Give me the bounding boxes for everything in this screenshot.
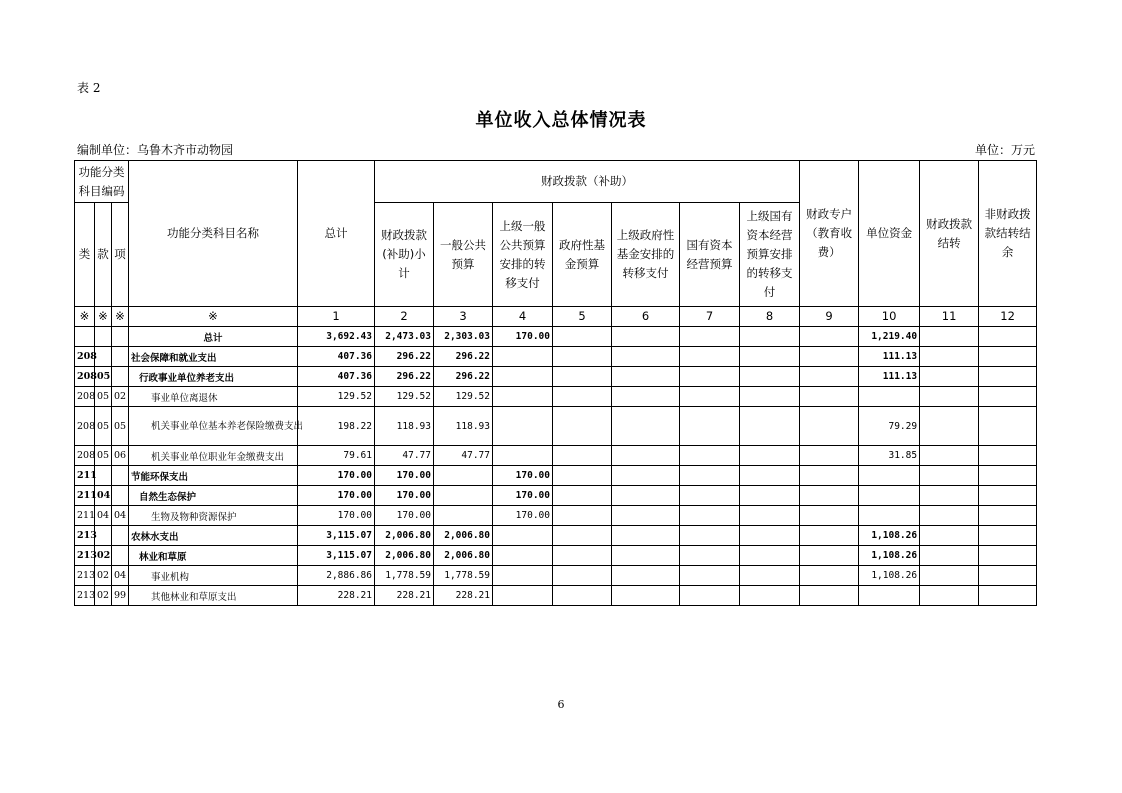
fin-carry-cell: [920, 546, 979, 566]
gov-fund-cell: [553, 367, 612, 387]
general-public-cell: 1,778.59: [434, 566, 493, 586]
func-name-cell: 其他林业和草原支出: [129, 586, 298, 606]
transfer-public-cell: [493, 407, 553, 446]
code-xiang-cell: [112, 347, 129, 367]
general-public-cell: 129.52: [434, 387, 493, 407]
code-xiang-cell: 06: [112, 446, 129, 466]
transfer-public-cell: [493, 387, 553, 407]
fin-carry-cell: [920, 446, 979, 466]
transfer-fund-cell: [612, 546, 680, 566]
header-gov-fund: 政府性基 金预算: [553, 203, 612, 307]
transfer-public-cell: [493, 546, 553, 566]
code-lei-cell: 211: [75, 486, 95, 506]
page-number: 6: [557, 698, 565, 711]
fin-subtotal-cell: 170.00: [375, 506, 434, 526]
transfer-public-cell: [493, 566, 553, 586]
table-row: [75, 506, 1037, 526]
gov-fund-cell: [553, 546, 612, 566]
transfer-public-cell: 170.00: [493, 506, 553, 526]
header-transfer-public: 上级一般 公共预算 安排的转 移支付: [493, 203, 553, 307]
state-capital-cell: [680, 387, 740, 407]
code-kuan-cell: 02: [95, 566, 112, 586]
total-cell: 129.52: [298, 387, 375, 407]
fin-special-cell: [800, 367, 859, 387]
transfer-public-cell: 170.00: [493, 327, 553, 347]
fin-carry-cell: [920, 526, 979, 546]
general-public-cell: 296.22: [434, 347, 493, 367]
func-name-cell: 农林水支出: [129, 526, 298, 546]
transfer-fund-cell: [612, 486, 680, 506]
transfer-fund-cell: [612, 566, 680, 586]
code-xiang-cell: 02: [112, 387, 129, 407]
func-name-cell: 社会保障和就业支出: [129, 347, 298, 367]
transfer-capital-cell: [740, 387, 800, 407]
code-kuan-cell: 02: [95, 586, 112, 606]
code-kuan-cell: 05: [95, 367, 112, 387]
func-name-cell: 行政事业单位养老支出: [129, 367, 298, 387]
fin-subtotal-cell: 228.21: [375, 586, 434, 606]
table-row: [75, 566, 1037, 586]
fin-subtotal-cell: 2,006.80: [375, 526, 434, 546]
transfer-fund-cell: [612, 466, 680, 486]
fin-subtotal-cell: 2,006.80: [375, 546, 434, 566]
state-capital-cell: [680, 347, 740, 367]
table-row: [75, 486, 1037, 506]
transfer-fund-cell: [612, 347, 680, 367]
transfer-public-cell: 170.00: [493, 486, 553, 506]
header-total: 总计: [298, 161, 375, 307]
total-cell: 198.22: [298, 407, 375, 446]
unit-funds-cell: 111.13: [859, 347, 920, 367]
fin-subtotal-cell: 2,473.03: [375, 327, 434, 347]
total-cell: 407.36: [298, 347, 375, 367]
code-kuan-cell: [95, 327, 112, 347]
gov-fund-cell: [553, 506, 612, 526]
code-lei-cell: 208: [75, 446, 95, 466]
column-index-cell: 11: [920, 307, 979, 327]
table-label: 表 2: [77, 81, 101, 95]
header-fin-carry: 财政拨款 结转: [920, 161, 979, 307]
income-table: [74, 160, 1037, 606]
transfer-fund-cell: [612, 506, 680, 526]
code-lei-cell: 213: [75, 526, 95, 546]
code-xiang-cell: [112, 486, 129, 506]
fin-special-cell: [800, 586, 859, 606]
transfer-capital-cell: [740, 566, 800, 586]
code-lei-cell: 211: [75, 466, 95, 486]
total-cell: 170.00: [298, 466, 375, 486]
fin-subtotal-cell: 129.52: [375, 387, 434, 407]
code-xiang-cell: 99: [112, 586, 129, 606]
header-fin-group: 财政拨款（补助）: [375, 161, 800, 203]
unit-funds-cell: 1,108.26: [859, 566, 920, 586]
header-fin-special: 财政专户 （教育收 费）: [800, 161, 859, 307]
code-xiang-cell: [112, 327, 129, 347]
table-row: [75, 367, 1037, 387]
header-func-name: 功能分类科目名称: [129, 161, 298, 307]
transfer-capital-cell: [740, 546, 800, 566]
general-public-cell: 2,006.80: [434, 546, 493, 566]
fin-carry-cell: [920, 327, 979, 347]
column-index-cell: ※: [129, 307, 298, 327]
total-cell: 170.00: [298, 506, 375, 526]
table-row: [75, 407, 1037, 446]
fin-subtotal-cell: 296.22: [375, 347, 434, 367]
code-kuan-cell: 04: [95, 486, 112, 506]
transfer-public-cell: 170.00: [493, 466, 553, 486]
column-index-cell: 6: [612, 307, 680, 327]
func-name-cell: 总计: [129, 327, 298, 347]
transfer-public-cell: [493, 586, 553, 606]
fin-subtotal-cell: 296.22: [375, 367, 434, 387]
table-row: [75, 526, 1037, 546]
page-title: 单位收入总体情况表: [475, 110, 647, 131]
transfer-fund-cell: [612, 407, 680, 446]
code-kuan-cell: 05: [95, 407, 112, 446]
state-capital-cell: [680, 466, 740, 486]
fin-carry-cell: [920, 506, 979, 526]
code-xiang-cell: 04: [112, 506, 129, 526]
gov-fund-cell: [553, 407, 612, 446]
fin-special-cell: [800, 407, 859, 446]
func-name-cell: 事业单位离退休: [129, 387, 298, 407]
general-public-cell: 47.77: [434, 446, 493, 466]
gov-fund-cell: [553, 526, 612, 546]
transfer-capital-cell: [740, 526, 800, 546]
header-xiang: 项: [112, 203, 129, 307]
header-transfer-fund: 上级政府性 基金安排的 转移支付: [612, 203, 680, 307]
table-row: [75, 546, 1037, 566]
fin-carry-cell: [920, 367, 979, 387]
unit-funds-cell: 79.29: [859, 407, 920, 446]
func-name-cell: 事业机构: [129, 566, 298, 586]
func-name-cell: 林业和草原: [129, 546, 298, 566]
code-xiang-cell: [112, 466, 129, 486]
total-cell: 3,115.07: [298, 546, 375, 566]
column-index-cell: 1: [298, 307, 375, 327]
transfer-fund-cell: [612, 327, 680, 347]
func-name-cell: 机关事业单位基本养老保险缴费支出: [129, 407, 298, 446]
total-cell: 228.21: [298, 586, 375, 606]
transfer-public-cell: [493, 446, 553, 466]
func-name-cell: 自然生态保护: [129, 486, 298, 506]
org-label: 编制单位：乌鲁木齐市动物园: [77, 143, 234, 157]
transfer-public-cell: [493, 367, 553, 387]
column-index-cell: 12: [979, 307, 1037, 327]
header-state-capital: 国有资本 经营预算: [680, 203, 740, 307]
total-cell: 407.36: [298, 367, 375, 387]
fin-subtotal-cell: 118.93: [375, 407, 434, 446]
table-row: [75, 466, 1037, 486]
code-kuan-cell: 04: [95, 506, 112, 526]
general-public-cell: 2,303.03: [434, 327, 493, 347]
gov-fund-cell: [553, 387, 612, 407]
total-cell: 2,886.86: [298, 566, 375, 586]
general-public-cell: 118.93: [434, 407, 493, 446]
nonfin-carry-cell: [979, 407, 1037, 446]
gov-fund-cell: [553, 327, 612, 347]
column-index-cell: 7: [680, 307, 740, 327]
code-kuan-cell: [95, 526, 112, 546]
transfer-fund-cell: [612, 526, 680, 546]
unit-funds-cell: 1,219.40: [859, 327, 920, 347]
nonfin-carry-cell: [979, 387, 1037, 407]
unit-funds-cell: [859, 506, 920, 526]
general-public-cell: [434, 506, 493, 526]
column-index-cell: ※: [95, 307, 112, 327]
general-public-cell: 2,006.80: [434, 526, 493, 546]
unit-funds-cell: 1,108.26: [859, 546, 920, 566]
column-index-cell: 10: [859, 307, 920, 327]
state-capital-cell: [680, 566, 740, 586]
nonfin-carry-cell: [979, 347, 1037, 367]
fin-special-cell: [800, 466, 859, 486]
unit-funds-cell: [859, 586, 920, 606]
code-xiang-cell: [112, 367, 129, 387]
unit-label: 单位：万元: [974, 143, 1035, 157]
column-index-cell: ※: [75, 307, 95, 327]
unit-funds-cell: 1,108.26: [859, 526, 920, 546]
gov-fund-cell: [553, 566, 612, 586]
func-name-cell: 机关事业单位职业年金缴费支出: [129, 446, 298, 466]
code-kuan-cell: [95, 347, 112, 367]
code-lei-cell: 208: [75, 387, 95, 407]
code-lei-cell: 211: [75, 506, 95, 526]
header-transfer-capital: 上级国有 资本经营 预算安排 的转移支 付: [740, 203, 800, 307]
state-capital-cell: [680, 586, 740, 606]
column-index-cell: 4: [493, 307, 553, 327]
state-capital-cell: [680, 486, 740, 506]
table-row: [75, 387, 1037, 407]
state-capital-cell: [680, 327, 740, 347]
state-capital-cell: [680, 446, 740, 466]
nonfin-carry-cell: [979, 526, 1037, 546]
header-unit-funds: 单位资金: [859, 161, 920, 307]
fin-special-cell: [800, 546, 859, 566]
state-capital-cell: [680, 526, 740, 546]
code-xiang-cell: [112, 526, 129, 546]
header-func-code: 功能分类 科目编码: [75, 161, 129, 203]
column-index-cell: 3: [434, 307, 493, 327]
transfer-capital-cell: [740, 466, 800, 486]
fin-subtotal-cell: 1,778.59: [375, 566, 434, 586]
code-lei-cell: 208: [75, 347, 95, 367]
code-lei-cell: 208: [75, 367, 95, 387]
gov-fund-cell: [553, 446, 612, 466]
table-body: [75, 327, 1037, 606]
transfer-fund-cell: [612, 586, 680, 606]
fin-carry-cell: [920, 347, 979, 367]
code-kuan-cell: 02: [95, 546, 112, 566]
nonfin-carry-cell: [979, 586, 1037, 606]
fin-subtotal-cell: 170.00: [375, 466, 434, 486]
column-index-cell: 8: [740, 307, 800, 327]
func-name-cell: 生物及物种资源保护: [129, 506, 298, 526]
fin-special-cell: [800, 446, 859, 466]
fin-special-cell: [800, 566, 859, 586]
table-row: [75, 446, 1037, 466]
total-cell: 79.61: [298, 446, 375, 466]
func-name-cell: 节能环保支出: [129, 466, 298, 486]
general-public-cell: [434, 486, 493, 506]
fin-special-cell: [800, 327, 859, 347]
table-row: [75, 327, 1037, 347]
nonfin-carry-cell: [979, 446, 1037, 466]
code-lei-cell: 213: [75, 566, 95, 586]
gov-fund-cell: [553, 486, 612, 506]
fin-special-cell: [800, 526, 859, 546]
fin-carry-cell: [920, 387, 979, 407]
state-capital-cell: [680, 546, 740, 566]
fin-carry-cell: [920, 407, 979, 446]
code-lei-cell: 208: [75, 407, 95, 446]
total-cell: 3,692.43: [298, 327, 375, 347]
transfer-capital-cell: [740, 506, 800, 526]
fin-special-cell: [800, 486, 859, 506]
code-xiang-cell: [112, 546, 129, 566]
code-lei-cell: 213: [75, 546, 95, 566]
unit-funds-cell: 31.85: [859, 446, 920, 466]
code-xiang-cell: 05: [112, 407, 129, 446]
header-fin-subtotal: 财政拨款 (补助)小 计: [375, 203, 434, 307]
unit-funds-cell: [859, 486, 920, 506]
code-xiang-cell: 04: [112, 566, 129, 586]
nonfin-carry-cell: [979, 486, 1037, 506]
table-row: [75, 586, 1037, 606]
nonfin-carry-cell: [979, 566, 1037, 586]
transfer-public-cell: [493, 347, 553, 367]
total-cell: 3,115.07: [298, 526, 375, 546]
fin-special-cell: [800, 387, 859, 407]
table-row: [75, 347, 1037, 367]
header-general-public: 一般公共 预算: [434, 203, 493, 307]
general-public-cell: [434, 466, 493, 486]
nonfin-carry-cell: [979, 466, 1037, 486]
nonfin-carry-cell: [979, 327, 1037, 347]
code-kuan-cell: 05: [95, 446, 112, 466]
column-index-cell: 2: [375, 307, 434, 327]
column-index-cell: ※: [112, 307, 129, 327]
fin-carry-cell: [920, 586, 979, 606]
transfer-capital-cell: [740, 407, 800, 446]
unit-funds-cell: [859, 387, 920, 407]
transfer-capital-cell: [740, 486, 800, 506]
transfer-capital-cell: [740, 327, 800, 347]
transfer-fund-cell: [612, 446, 680, 466]
fin-subtotal-cell: 170.00: [375, 486, 434, 506]
fin-carry-cell: [920, 466, 979, 486]
column-index-row: [75, 307, 1037, 327]
general-public-cell: 228.21: [434, 586, 493, 606]
unit-funds-cell: [859, 466, 920, 486]
fin-carry-cell: [920, 566, 979, 586]
fin-special-cell: [800, 506, 859, 526]
column-index-cell: 9: [800, 307, 859, 327]
nonfin-carry-cell: [979, 506, 1037, 526]
transfer-fund-cell: [612, 367, 680, 387]
header-nonfin-carry: 非财政拨 款结转结 余: [979, 161, 1037, 307]
state-capital-cell: [680, 506, 740, 526]
transfer-public-cell: [493, 526, 553, 546]
state-capital-cell: [680, 367, 740, 387]
code-lei-cell: 213: [75, 586, 95, 606]
transfer-fund-cell: [612, 387, 680, 407]
gov-fund-cell: [553, 466, 612, 486]
transfer-capital-cell: [740, 586, 800, 606]
transfer-capital-cell: [740, 367, 800, 387]
gov-fund-cell: [553, 586, 612, 606]
header-lei: 类: [75, 203, 95, 307]
state-capital-cell: [680, 407, 740, 446]
code-kuan-cell: 05: [95, 387, 112, 407]
transfer-capital-cell: [740, 446, 800, 466]
fin-carry-cell: [920, 486, 979, 506]
general-public-cell: 296.22: [434, 367, 493, 387]
column-index-cell: 5: [553, 307, 612, 327]
transfer-capital-cell: [740, 347, 800, 367]
nonfin-carry-cell: [979, 546, 1037, 566]
total-cell: 170.00: [298, 486, 375, 506]
code-lei-cell: [75, 327, 95, 347]
gov-fund-cell: [553, 347, 612, 367]
unit-funds-cell: 111.13: [859, 367, 920, 387]
header-kuan: 款: [95, 203, 112, 307]
fin-subtotal-cell: 47.77: [375, 446, 434, 466]
code-kuan-cell: [95, 466, 112, 486]
nonfin-carry-cell: [979, 367, 1037, 387]
fin-special-cell: [800, 347, 859, 367]
